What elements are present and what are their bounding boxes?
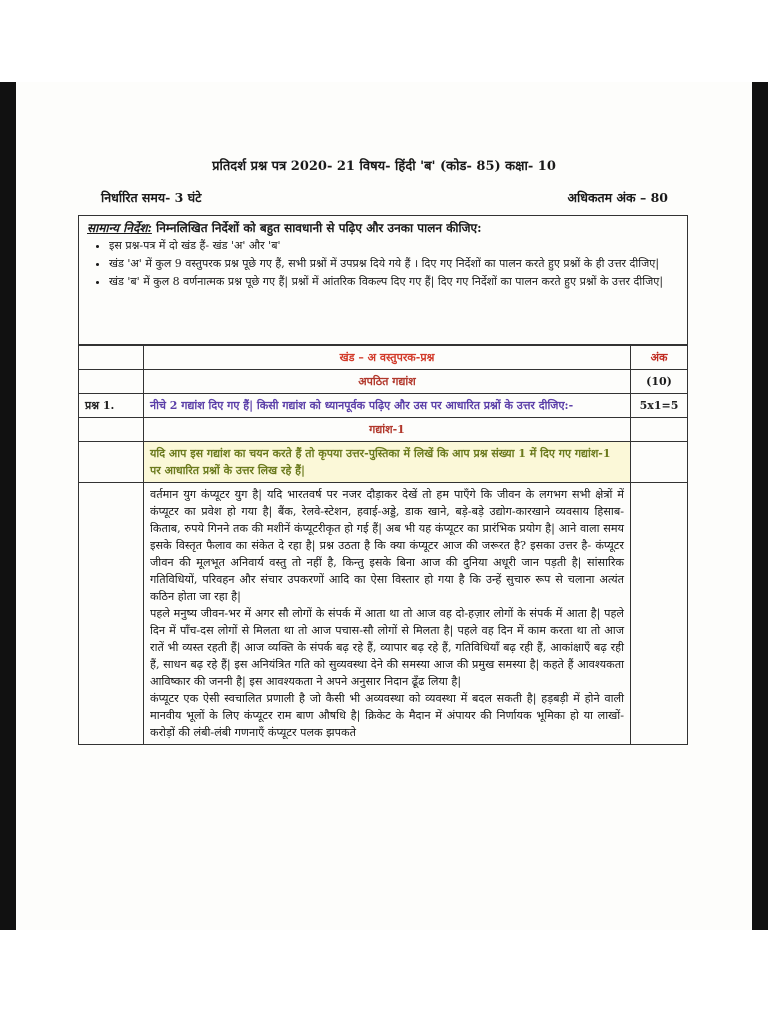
marks-header: अंक (631, 346, 688, 370)
subsection-marks: (10) (631, 370, 688, 394)
instruction-item: • खंड 'अ' में कुल 9 वस्तुपरक प्रश्न पूछे गए हैं, सभी प्रश्नों में उपप्रश्न दिये गये हैं । दिए गए निर्देशों का पालन करते हुए प्रश्नों के ही उत्तर दीजिए| (109, 256, 679, 272)
passage-note: यदि आप इस गद्यांश का चयन करते हैं तो कृपया उत्तर-पुस्तिका में लिखें कि आप प्रश्न संख्या 1 में दिए गए गद्यांश-1 पर आधारित प्रश्नों के उत्तर लिख रहे हैं| (144, 442, 631, 483)
instruction-item: • इस प्रश्न-पत्र में दो खंड हैं- खंड 'अ' और 'ब' (109, 238, 679, 254)
instructions-heading (87, 220, 679, 236)
table-cell (79, 418, 144, 442)
instructions-heading-label: सामान्य निर्देश: (87, 221, 152, 235)
instruction-item: • खंड 'ब' में कुल 8 वर्णनात्मक प्रश्न पूछे गए हैं| प्रश्नों में आंतरिक विकल्प दिए गए हैं| दिए गए निर्देशों का पालन करते हुए प्रश्नों के उत्तर दीजिए| (109, 274, 679, 290)
question-table (78, 345, 688, 745)
time-allowed: निर्धारित समय- 3 घंटे (101, 190, 202, 205)
instructions-heading-text: निम्नलिखित निर्देशों को बहुत सावधानी से पढ़िए और उनका पालन कीजिए: (151, 221, 482, 235)
table-cell (631, 418, 688, 442)
table-row (79, 346, 688, 370)
section-title: खंड – अ वस्तुपरक-प्रश्न (144, 346, 631, 370)
right-border-bar (752, 82, 768, 930)
table-row (79, 442, 688, 483)
table-row (79, 394, 688, 418)
table-row (79, 370, 688, 394)
max-marks: अधिकतम अंक – 80 (567, 190, 668, 205)
paper-title: प्रतिदर्श प्रश्न पत्र 2020- 21 विषय- हिंदी 'ब' (कोड- 85) कक्षा- 10 (212, 159, 556, 174)
question-number: प्रश्न 1. (79, 394, 144, 418)
question-marks: 5x1=5 (631, 394, 688, 418)
table-cell (631, 483, 688, 745)
table-cell (631, 442, 688, 483)
subsection-title: अपठित गद्यांश (144, 370, 631, 394)
passage-body (144, 483, 631, 745)
table-cell (79, 442, 144, 483)
passage-title: गद्यांश-1 (144, 418, 631, 442)
instructions-list (109, 238, 679, 290)
question-text: नीचे 2 गद्यांश दिए गए हैं| किसी गद्यांश को ध्यानपूर्वक पढ़िए और उस पर आधारित प्रश्नों के उत्तर दीजिए:- (144, 394, 631, 418)
passage-paragraph: वर्तमान युग कंप्यूटर युग है| यदि भारतवर्ष पर नजर दौड़ाकर देखें तो हम पाएँगे कि जीवन के लगभग सभी क्षेत्रों में कंप्यूटर का प्रवेश हो गया है| बैंक, रेलवे-स्टेशन, हवाई-अड्डे, डाक खाने, बड़े-बड़े उद्योग-कारखाने व्यवसाय हिसाब-किताब, रुपये गिनने तक की मशीनें कंप्यूटरीकृत हो गई हैं| अब भी यह कंप्यूटर का प्रारंभिक प्रयोग है| आने वाला समय इसके विस्तृत फैलाव का संकेत दे रहा है| प्रश्न उठता है कि क्या कंप्यूटर आज की जरूरत है? इसका उत्तर है- कंप्यूटर जीवन की मूलभूत अनिवार्य वस्तु तो नहीं है, किन्तु इसके बिना आज की दुनिया अधूरी जान पड़ती है| सांसारिक गतिविधियों, परिवहन और संचार उपकरणों आदि का ऐसा विस्तार हो गया है कि उन्हें सुचारु रूप से चलाना अत्यंत कठिन होता जा रहा है| (150, 488, 624, 603)
passage-paragraph: पहले मनुष्य जीवन-भर में अगर सौ लोगों के संपर्क में आता था तो आज वह दो-हज़ार लोगों के संपर्क में आता है| पहले दिन में पाँच-दस लोगों से मिलता था तो आज पचास-सौ लोगों से मिलता है| पहले वह दिन में काम करता था तो आज रातें भी व्यस्त रहती हैं| आज व्यक्ति के संपर्क बढ़ रहे हैं, व्यापार बढ़ रहे हैं, गतिविधियाँ बढ़ रही हैं, आकांक्षाएँ बढ़ रही हैं, साधन बढ़ रहे हैं| इस अनियंत्रित गति को सुव्यवस्था देने की समस्या आज की प्रमुख समस्या है| कहते हैं आवश्यकता आविष्कार की जननी है| इस आवश्यकता ने अपने अनुसार निदान ढूँढ लिया है| (150, 607, 624, 688)
document-page (16, 82, 752, 930)
table-cell (79, 370, 144, 394)
table-row (79, 483, 688, 745)
table-row (79, 418, 688, 442)
table-cell (79, 483, 144, 745)
passage-paragraph: कंप्यूटर एक ऐसी स्वचालित प्रणाली है जो कैसी भी अव्यवस्था को व्यवस्था में बदल सकती है| हड़बड़ी में होने वाली मानवीय भूलों के लिए कंप्यूटर राम बाण औषधि है| क्रिकेट के मैदान में अंपायर की निर्णायक भूमिका हो या लाखों-करोड़ों की लंबी-लंबी गणनाएँ कंप्यूटर पलक झपकते (150, 692, 624, 739)
left-border-bar (0, 82, 16, 930)
table-cell (79, 346, 144, 370)
general-instructions-box (78, 215, 688, 345)
